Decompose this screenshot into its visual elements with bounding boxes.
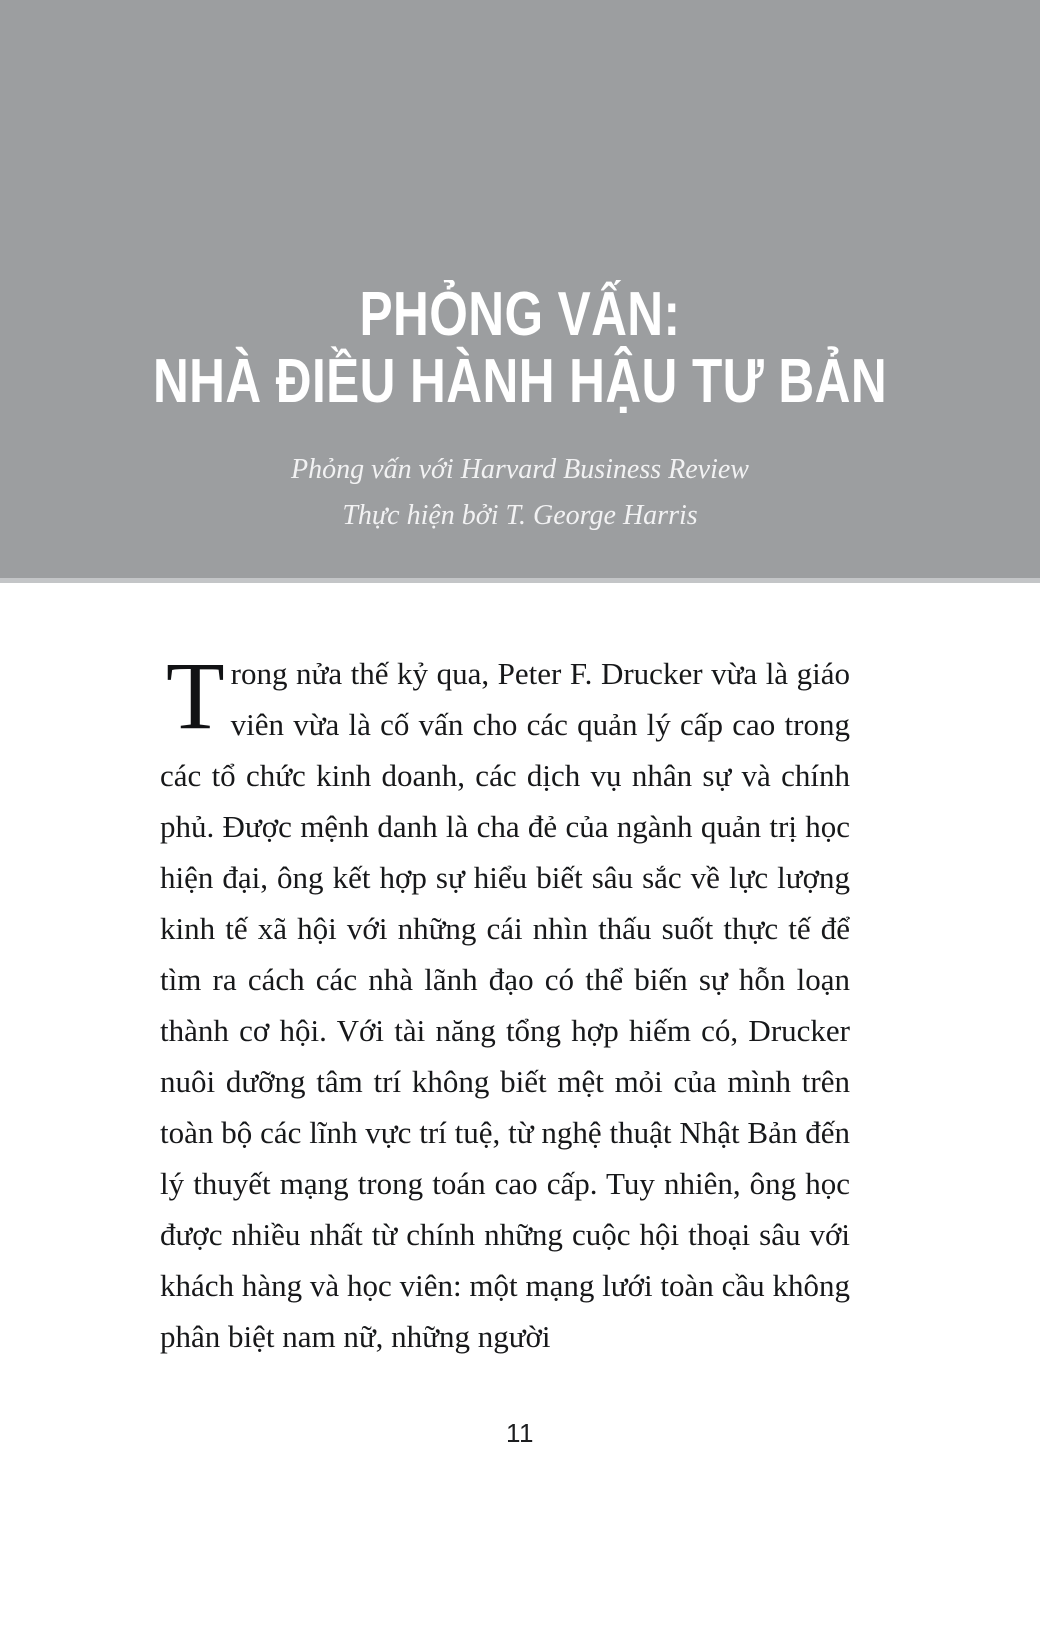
chapter-subtitle-line-1: Phỏng vấn với Harvard Business Review [291,454,749,486]
opening-paragraph [160,642,850,1362]
drop-cap: T [166,642,225,749]
page-title [104,279,936,417]
header-divider-rule [0,578,1040,583]
body-text-column [160,642,850,1362]
chapter-subtitle-line-2: Thực hiện bởi T. George Harris [342,499,698,531]
opening-paragraph-text: rong nửa thế kỷ qua, Peter F. Drucker vừa là giáo viên vừa là cố vấn cho các quản lý cấp cao trong các tổ chức kinh doanh, các dịch vụ nhân sự và chính phủ. Được mệnh danh là cha đẻ của ngành quản trị học hiện đại, ông kết hợp sự hiểu biết sâu sắc về lực lượng kinh tế xã hội với những cái nhìn thấu suốt thực tế để tìm ra cách các nhà lãnh đạo có thể biến sự hỗn loạn thành cơ hội. Với tài năng tổng hợp hiếm có, Drucker nuôi dưỡng tâm trí không biết mệt mỏi của mình trên toàn bộ các lĩnh vực trí tuệ, từ nghệ thuật Nhật Bản đến lý thuyết mạng trong toán cao cấp. Tuy nhiên, ông học được nhiều nhất từ chính những cuộc hội thoại sâu với khách hàng và học viên: một mạng lưới toàn cầu không phân biệt nam nữ, những người [160,656,850,1354]
chapter-header-band [0,0,1040,578]
chapter-title-line-1: PHỎNG VẤN: [359,279,681,349]
chapter-header-content [0,279,1040,538]
chapter-title-line-2: NHÀ ĐIỀU HÀNH HẬU TƯ BẢN [152,347,888,417]
page-number: 11 [506,1418,534,1448]
chapter-subtitle [0,447,1040,538]
